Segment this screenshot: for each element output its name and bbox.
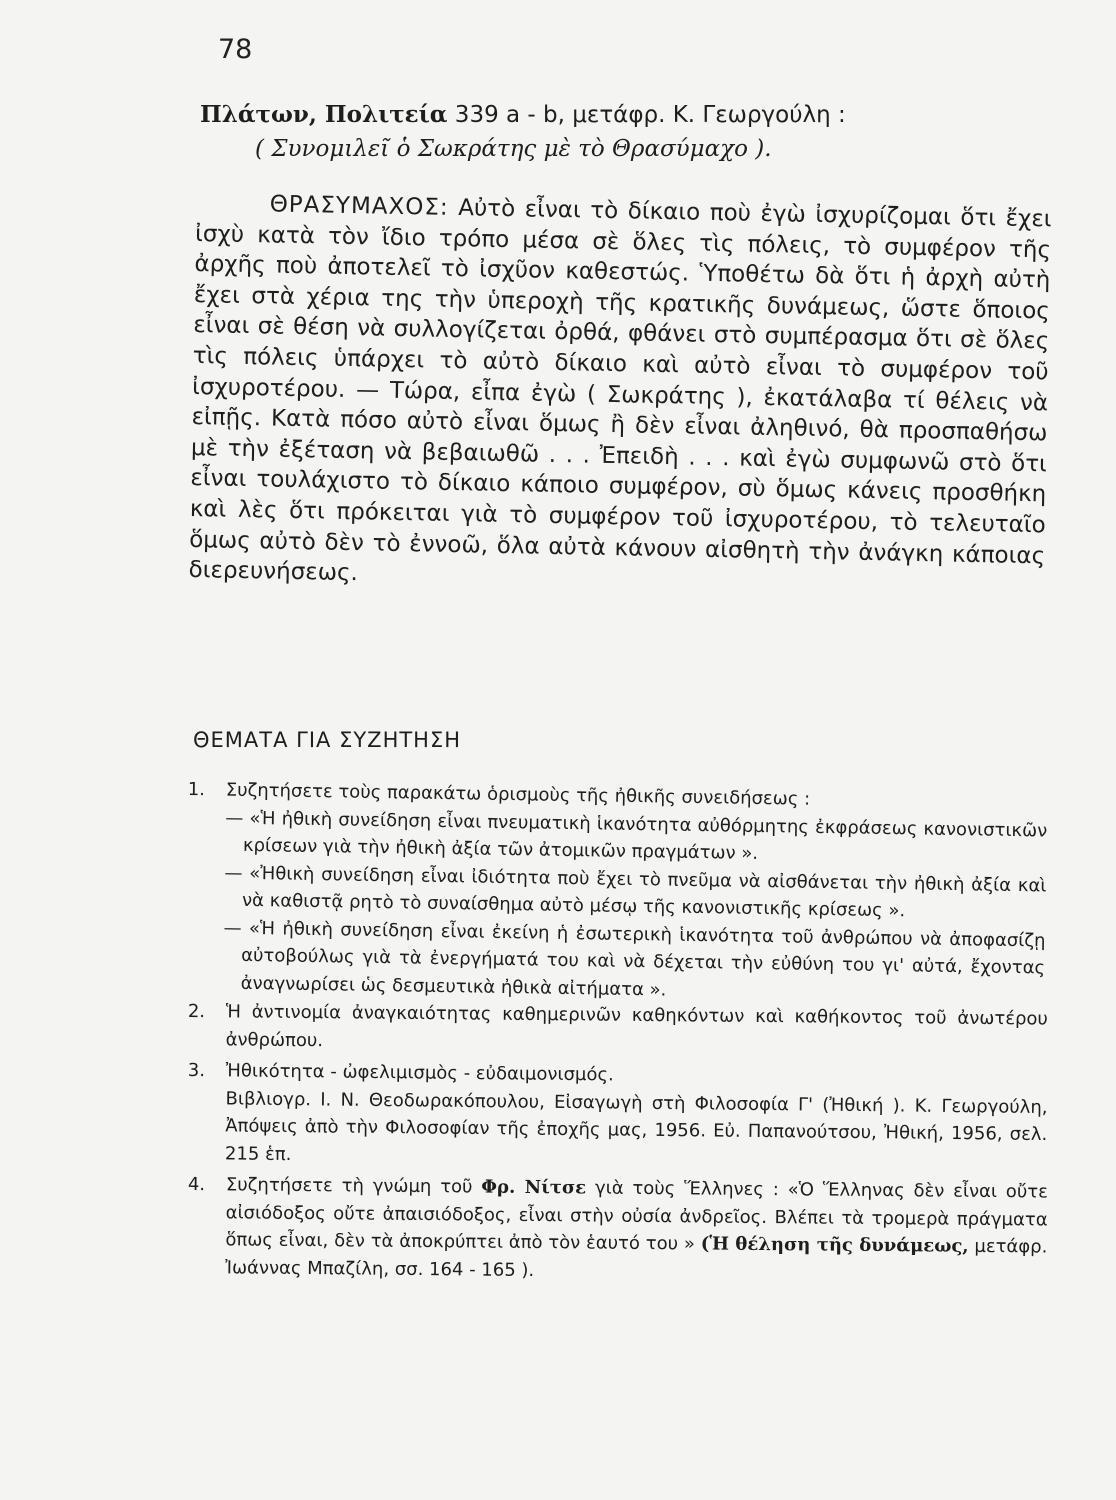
dialogue-excerpt (188, 188, 1051, 602)
source-subtitle: ( Συνομιλεῖ ὁ Σωκράτης μὲ τὸ Θρασύμαχο ). (255, 136, 772, 162)
topic-number: 2. (187, 1000, 206, 1023)
topic-quote: — «Ἡ ἠθικὴ συνείδηση εἶναι πνευματικὴ ἱκανότητα αὐθόρμητης ἐκφράσεως κανονιστικῶν κρίσεων γιὰ τὴν ἠθικὴ ἀξία τῶν ἀτομικῶν πραγμάτων ». (225, 807, 1048, 864)
discussion-topics-list (188, 776, 1048, 1281)
topic-text (225, 1171, 1048, 1288)
source-reference: 339 a - b, μετάφρ. Κ. Γεωργούλη : (447, 102, 846, 128)
topic-text: Ἡ ἀντινομία ἀναγκαιότητας καθημερινῶν καθηκόντων καὶ καθήκοντος τοῦ ἀνωτέρου ἀνθρώπου. (225, 1001, 1048, 1051)
page-number: 78 (218, 34, 253, 65)
quoted-work: (Ἡ θέληση τῆς δυνάμεως, (700, 1233, 969, 1257)
list-item (185, 776, 1048, 1009)
topic-quote: — «Ἡ ἠθικὴ συνείδηση εἶναι ἐκείνη ἡ ἐσωτερικὴ ἱκανότητα τοῦ ἀνθρώπου νὰ ἀποφασίζῃ αὐτοβούλως γιὰ τὰ ἐνεργήματά του καὶ νὰ δέχεται τὴν εὐθύνη του γι' αὐτά, ἔχοντας ἀναγνωρίσει ὡς δεσμευτικὰ ἠθικὰ αἰτήματα ». (223, 917, 1046, 1001)
topic-number: 1. (187, 778, 206, 801)
quoted-author: Φρ. Νίτσε (481, 1176, 587, 1199)
speaker-label: ΘΡΑΣΥΜΑΧΟΣ: (269, 191, 449, 221)
topic-number: 4. (187, 1173, 206, 1196)
section-heading: ΘΕΜΑΤΑ ΓΙΑ ΣΥΖΗΤΗΣΗ (193, 728, 462, 752)
source-author-title: Πλάτων, Πολιτεία (200, 101, 448, 128)
topic-text-middle: γιὰ τοὺς Ἕλληνες : «Ὁ Ἕλληνας δὲν εἶναι οὔτε αἰσιόδοξος οὔτε ἀπαισιόδοξος, εἶναι στὴν οὐσία ἀνδρεῖος. Βλέπει τὰ τρομερὰ πράγματα ὅπως εἶναι, δὲν τὰ ἀποκρύπτει ἀπὸ τὸν ἑαυτό του » (225, 1177, 1048, 1255)
excerpt-text: Αὐτὸ εἶναι τὸ δίκαιο ποὺ ἐγὼ ἰσχυρίζομαι ὅτι ἔχει ἰσχὺ κατὰ τὸν ἴδιο τρόπο μέσα σὲ ὅλες τὶς πόλεις, τὸ συμφέρον τῆς ἀρχῆς ποὺ ἀποτελεῖ τὸ ἰσχῦον καθεστώς. Ὑποθέτω δὰ ὅτι ἡ ἀρχὴ αὐτὴ ἔχει στὰ χέρια της τὴν ὑπεροχὴ τῆς κρατικῆς δυνάμεως, ὥστε ὅποιος εἶναι σὲ θέση νὰ συλλογίζεται ὀρθά, φθάνει στὸ συμπέρασμα ὅτι σὲ ὅλες τὶς πόλεις ὑπάρχει τὸ αὐτὸ δίκαιο καὶ αὐτὸ εἶναι τὸ συμφέρον τοῦ ἰσχυροτέρου. — Τώρα, εἶπα ἐγὼ ( Σωκράτης ), ἐκατάλαβα τί θέλεις νὰ εἰπῇς. Κατὰ πόσο αὐτὸ εἶναι ὅμως ἢ δὲν εἶναι ἀληθινό, θὰ προσπαθήσω μὲ τὴν ἐξέταση νὰ βεβαιωθῶ . . . Ἐπειδὴ . . . καὶ ἐγὼ συμφωνῶ στὸ ὅτι εἶναι τουλάχιστο τὸ δίκαιο κάποιο συμφέρον, σὺ ὅμως κάνεις προσθήκη καὶ λὲς ὅτι πρόκειται γιὰ τὸ συμφέρον τοῦ ἰσχυροτέρου, τὸ τελευταῖο ὅμως αὐτὸ δὲν τὸ ἐννοῶ, ὅλα αὐτὰ κάνουν αἰσθητὴ τὴν ἀνάγκη κάποιας διερευνήσεως. (188, 195, 1052, 587)
list-item (187, 1057, 1048, 1176)
topic-number: 3. (187, 1059, 206, 1082)
topic-quote: — «Ἠθικὴ συνείδηση εἶναι ἰδιότητα ποὺ ἔχει τὸ πνεῦμα νὰ αἰσθάνεται τὴν ἠθικὴ ἀξία καὶ νὰ καθιστᾷ ρητὸ τὸ συναίσθημα αὐτὸ μέσῳ τῆς κανονιστικῆς κρίσεως ». (224, 862, 1047, 922)
source-citation (200, 98, 1060, 166)
list-item (187, 1171, 1048, 1289)
list-item (188, 998, 1048, 1061)
topic-bibliography: Βιβλιογρ. Ι. Ν. Θεοδωρακόπουλου, Εἰσαγωγὴ στὴ Φιλοσοφία Γ' (Ἠθική ). Κ. Γεωργούλη, Ἀπόψεις ἀπὸ τὴν Φιλοσοφίαν τῆς ἐποχῆς μας, 1956. Εὐ. Παπανούτσου, Ἠθική, 1956, σελ. 215 ἑπ. (224, 1087, 1048, 1165)
topic-text: Ἠθικότητα - ὠφελιμισμὸς - εὐδαιμονισμός. (225, 1060, 614, 1086)
topic-text-before: Συζητήσετε τὴ γνώμη τοῦ (225, 1174, 482, 1198)
topic-text-after: μετάφρ. Ἰωάννας Μπαζίλη, σσ. 164 - 165 ). (225, 1235, 1048, 1281)
topic-intro: Συζητήσετε τοὺς παρακάτω ὁρισμοὺς τῆς ἠθικῆς συνειδήσεως : (225, 779, 811, 810)
